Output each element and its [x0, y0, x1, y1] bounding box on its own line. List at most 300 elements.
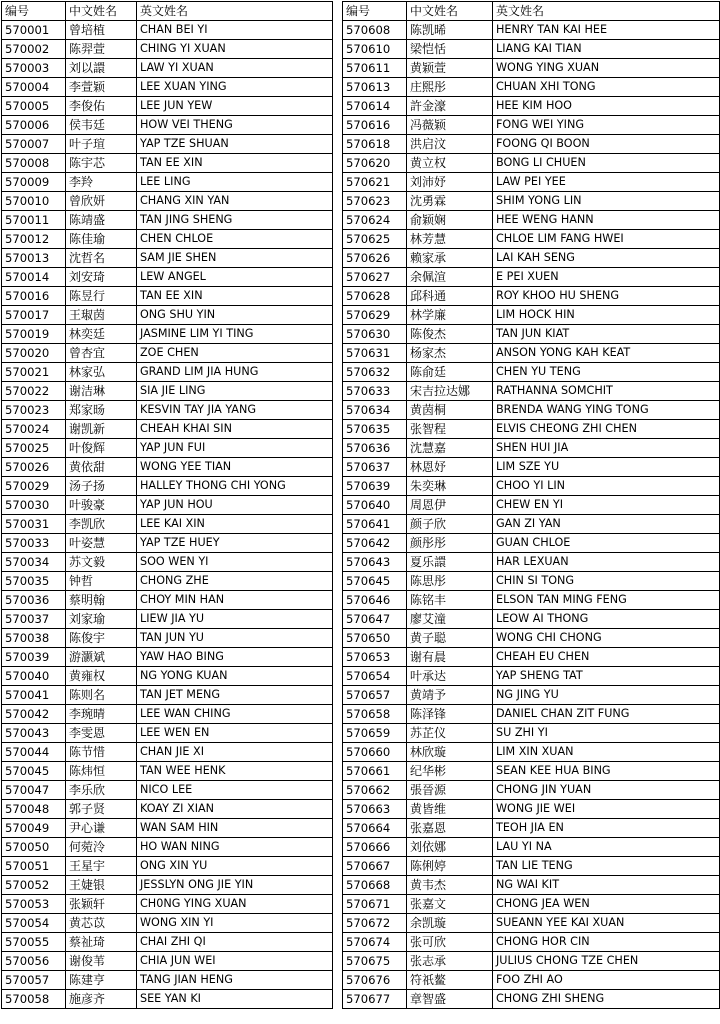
chinese-name: 汤子扬 — [66, 477, 137, 496]
table-row — [343, 895, 720, 914]
table-row — [343, 990, 720, 1009]
table-row — [343, 306, 720, 325]
student-id: 570052 — [2, 876, 66, 895]
english-name: ELVIS CHEONG ZHI CHEN — [493, 420, 720, 439]
english-name: CHEN CHLOE — [137, 230, 333, 249]
student-id: 570030 — [2, 496, 66, 515]
english-name: LEE LING — [137, 173, 333, 192]
student-id: 570026 — [2, 458, 66, 477]
chinese-name: 黄立权 — [407, 154, 493, 173]
student-id: 570624 — [343, 211, 407, 230]
table-row — [343, 952, 720, 971]
chinese-name: 郭子贤 — [66, 800, 137, 819]
student-id: 570639 — [343, 477, 407, 496]
student-id: 570010 — [2, 192, 66, 211]
chinese-name: 夏乐譞 — [407, 553, 493, 572]
chinese-name: 沈哲名 — [66, 249, 137, 268]
student-id: 570045 — [2, 762, 66, 781]
chinese-name: 曾杏宜 — [66, 344, 137, 363]
english-name: CHANG XIN YAN — [137, 192, 333, 211]
english-name: TAN LIE TENG — [493, 857, 720, 876]
student-id: 570016 — [2, 287, 66, 306]
student-id: 570035 — [2, 572, 66, 591]
english-name: YAP JUN FUI — [137, 439, 333, 458]
student-id: 570640 — [343, 496, 407, 515]
chinese-name: 李凯欣 — [66, 515, 137, 534]
table-row — [2, 971, 333, 990]
student-id: 570004 — [2, 78, 66, 97]
english-name: LEE WEN EN — [137, 724, 333, 743]
chinese-name: 梁恺恬 — [407, 40, 493, 59]
english-name: CHLOE LIM FANG HWEI — [493, 230, 720, 249]
english-name: CHEN YU TENG — [493, 363, 720, 382]
roster-table-right — [342, 1, 720, 1009]
english-name: NG WAI KIT — [493, 876, 720, 895]
header-chinese-name: 中文姓名 — [66, 2, 137, 21]
student-id: 570666 — [343, 838, 407, 857]
english-name: LIM SZE YU — [493, 458, 720, 477]
chinese-name: 李羚 — [66, 173, 137, 192]
student-id: 570674 — [343, 933, 407, 952]
student-id: 570002 — [2, 40, 66, 59]
table-row — [2, 762, 333, 781]
english-name: JULIUS CHONG TZE CHEN — [493, 952, 720, 971]
chinese-name: 张嘉文 — [407, 895, 493, 914]
student-id: 570608 — [343, 21, 407, 40]
table-row — [2, 401, 333, 420]
student-id: 570003 — [2, 59, 66, 78]
student-id: 570051 — [2, 857, 66, 876]
english-name: TANG JIAN HENG — [137, 971, 333, 990]
chinese-name: 陈俐婷 — [407, 857, 493, 876]
english-name: CHING YI XUAN — [137, 40, 333, 59]
english-name: ANSON YONG KAH KEAT — [493, 344, 720, 363]
table-row — [343, 135, 720, 154]
table-row — [343, 21, 720, 40]
chinese-name: 蔡祉琦 — [66, 933, 137, 952]
chinese-name: 钟哲 — [66, 572, 137, 591]
chinese-name: 陈铭丰 — [407, 591, 493, 610]
student-id: 570625 — [343, 230, 407, 249]
table-row — [343, 515, 720, 534]
table-row — [343, 648, 720, 667]
student-id: 570641 — [343, 515, 407, 534]
english-name: CHAN JIE XI — [137, 743, 333, 762]
english-name: JESSLYN ONG JIE YIN — [137, 876, 333, 895]
chinese-name: 余佩渲 — [407, 268, 493, 287]
table-row — [343, 800, 720, 819]
student-id: 570021 — [2, 363, 66, 382]
student-id: 570663 — [343, 800, 407, 819]
english-name: HENRY TAN KAI HEE — [493, 21, 720, 40]
table-row — [2, 686, 333, 705]
chinese-name: 尹心谦 — [66, 819, 137, 838]
student-id: 570646 — [343, 591, 407, 610]
english-name: CHONG ZHI SHENG — [493, 990, 720, 1009]
table-row — [2, 819, 333, 838]
chinese-name: 苏芷仪 — [407, 724, 493, 743]
table-row — [2, 344, 333, 363]
chinese-name: 游灏斌 — [66, 648, 137, 667]
student-id: 570037 — [2, 610, 66, 629]
chinese-name: 纪华彬 — [407, 762, 493, 781]
english-name: BONG LI CHUEN — [493, 154, 720, 173]
english-name: LIM XIN XUAN — [493, 743, 720, 762]
chinese-name: 陈俊宇 — [66, 629, 137, 648]
chinese-name: 谢俊苇 — [66, 952, 137, 971]
student-id: 570020 — [2, 344, 66, 363]
table-row — [2, 895, 333, 914]
chinese-name: 侯韦廷 — [66, 116, 137, 135]
english-name: SU ZHI YI — [493, 724, 720, 743]
student-id: 570011 — [2, 211, 66, 230]
english-name: FOONG QI BOON — [493, 135, 720, 154]
chinese-name: 許金濠 — [407, 97, 493, 116]
header-chinese-name: 中文姓名 — [407, 2, 493, 21]
table-row — [2, 591, 333, 610]
english-name: NG JING YU — [493, 686, 720, 705]
english-name: SEE YAN KI — [137, 990, 333, 1009]
chinese-name: 何菀泠 — [66, 838, 137, 857]
header-english-name: 英文姓名 — [493, 2, 720, 21]
english-name: FOO ZHI AO — [493, 971, 720, 990]
english-name: LIEW JIA YU — [137, 610, 333, 629]
table-row — [2, 876, 333, 895]
chinese-name: 朱奕琳 — [407, 477, 493, 496]
table-row — [343, 458, 720, 477]
chinese-name: 刘家瑜 — [66, 610, 137, 629]
table-row — [343, 914, 720, 933]
chinese-name: 林芳慧 — [407, 230, 493, 249]
chinese-name: 苏文毅 — [66, 553, 137, 572]
table-row — [2, 97, 333, 116]
chinese-name: 符祇鳌 — [407, 971, 493, 990]
table-row — [343, 116, 720, 135]
chinese-name: 郑家旸 — [66, 401, 137, 420]
chinese-name: 洪启汶 — [407, 135, 493, 154]
table-row — [2, 781, 333, 800]
english-name: ONG XIN YU — [137, 857, 333, 876]
student-id: 570610 — [343, 40, 407, 59]
chinese-name: 陈炜恒 — [66, 762, 137, 781]
table-row — [343, 287, 720, 306]
chinese-name: 陈思彤 — [407, 572, 493, 591]
chinese-name: 李雯恩 — [66, 724, 137, 743]
english-name: CHEW EN YI — [493, 496, 720, 515]
student-id: 570038 — [2, 629, 66, 648]
chinese-name: 余凯璇 — [407, 914, 493, 933]
english-name: NG YONG KUAN — [137, 667, 333, 686]
chinese-name: 叶俊辉 — [66, 439, 137, 458]
student-id: 570041 — [2, 686, 66, 705]
chinese-name: 李萱颖 — [66, 78, 137, 97]
table-row — [343, 724, 720, 743]
english-name: WONG YEE TIAN — [137, 458, 333, 477]
english-name: KOAY ZI XIAN — [137, 800, 333, 819]
chinese-name: 張晉源 — [407, 781, 493, 800]
english-name: CHIN SI TONG — [493, 572, 720, 591]
student-id: 570012 — [2, 230, 66, 249]
chinese-name: 张智程 — [407, 420, 493, 439]
chinese-name: 叶骏豪 — [66, 496, 137, 515]
chinese-name: 王婕银 — [66, 876, 137, 895]
table-row — [2, 154, 333, 173]
student-id: 570671 — [343, 895, 407, 914]
chinese-name: 陈俊杰 — [407, 325, 493, 344]
student-id: 570623 — [343, 192, 407, 211]
table-row — [343, 439, 720, 458]
english-name: YAP TZE SHUAN — [137, 135, 333, 154]
table-row — [2, 325, 333, 344]
table-row — [343, 553, 720, 572]
student-id: 570022 — [2, 382, 66, 401]
english-name: WONG JIE WEI — [493, 800, 720, 819]
student-id: 570008 — [2, 154, 66, 173]
student-id: 570643 — [343, 553, 407, 572]
english-name: SUEANN YEE KAI XUAN — [493, 914, 720, 933]
student-id: 570054 — [2, 914, 66, 933]
table-row — [343, 857, 720, 876]
table-row — [343, 781, 720, 800]
english-name: FONG WEI YING — [493, 116, 720, 135]
chinese-name: 黄芯苡 — [66, 914, 137, 933]
table-row — [2, 40, 333, 59]
english-name: HAR LEXUAN — [493, 553, 720, 572]
english-name: TAN EE XIN — [137, 154, 333, 173]
student-id: 570664 — [343, 819, 407, 838]
student-id: 570636 — [343, 439, 407, 458]
table-row — [2, 914, 333, 933]
chinese-name: 张可欣 — [407, 933, 493, 952]
chinese-name: 黄雍权 — [66, 667, 137, 686]
student-id: 570660 — [343, 743, 407, 762]
english-name: CHONG JEA WEN — [493, 895, 720, 914]
student-id: 570634 — [343, 401, 407, 420]
chinese-name: 黄茵桐 — [407, 401, 493, 420]
student-id: 570009 — [2, 173, 66, 192]
student-id: 570023 — [2, 401, 66, 420]
table-row — [2, 990, 333, 1009]
student-id: 570676 — [343, 971, 407, 990]
student-id: 570039 — [2, 648, 66, 667]
table-row — [343, 420, 720, 439]
chinese-name: 颜彤彤 — [407, 534, 493, 553]
student-id: 570024 — [2, 420, 66, 439]
header-id: 编号 — [343, 2, 407, 21]
english-name: ONG SHU YIN — [137, 306, 333, 325]
chinese-name: 陈俞廷 — [407, 363, 493, 382]
english-name: HEE KIM HOO — [493, 97, 720, 116]
english-name: LIM HOCK HIN — [493, 306, 720, 325]
chinese-name: 周恩伊 — [407, 496, 493, 515]
student-id: 570057 — [2, 971, 66, 990]
chinese-name: 谢有晨 — [407, 648, 493, 667]
header-id: 编号 — [2, 2, 66, 21]
table-row — [343, 629, 720, 648]
english-name: YAP JUN HOU — [137, 496, 333, 515]
student-id: 570658 — [343, 705, 407, 724]
table-row — [343, 230, 720, 249]
table-row — [343, 819, 720, 838]
table-row — [2, 857, 333, 876]
english-name: E PEI XUEN — [493, 268, 720, 287]
table-row — [343, 401, 720, 420]
chinese-name: 张志承 — [407, 952, 493, 971]
student-id: 570019 — [2, 325, 66, 344]
student-id: 570034 — [2, 553, 66, 572]
table-row — [2, 420, 333, 439]
student-id: 570621 — [343, 173, 407, 192]
english-name: LEE WAN CHING — [137, 705, 333, 724]
student-id: 570659 — [343, 724, 407, 743]
student-id: 570629 — [343, 306, 407, 325]
chinese-name: 叶子瑄 — [66, 135, 137, 154]
chinese-name: 赖家承 — [407, 249, 493, 268]
student-id: 570630 — [343, 325, 407, 344]
student-id: 570050 — [2, 838, 66, 857]
student-id: 570043 — [2, 724, 66, 743]
english-name: CHOO YI LIN — [493, 477, 720, 496]
english-name: SOO WEN YI — [137, 553, 333, 572]
english-name: CHOY MIN HAN — [137, 591, 333, 610]
chinese-name: 张嘉恩 — [407, 819, 493, 838]
chinese-name: 施彦齐 — [66, 990, 137, 1009]
student-id: 570675 — [343, 952, 407, 971]
table-row — [2, 496, 333, 515]
student-roster-page — [1, 1, 719, 1023]
table-row — [2, 534, 333, 553]
english-name: LAI KAH SENG — [493, 249, 720, 268]
student-id: 570613 — [343, 78, 407, 97]
student-id: 570005 — [2, 97, 66, 116]
chinese-name: 黄依甜 — [66, 458, 137, 477]
student-id: 570044 — [2, 743, 66, 762]
table-row — [2, 572, 333, 591]
english-name: LAW PEI YEE — [493, 173, 720, 192]
english-name: TAN JET MENG — [137, 686, 333, 705]
chinese-name: 黄靖予 — [407, 686, 493, 705]
student-id: 570058 — [2, 990, 66, 1009]
table-row — [343, 477, 720, 496]
chinese-name: 谢凯新 — [66, 420, 137, 439]
english-name: SHIM YONG LIN — [493, 192, 720, 211]
english-name: LEE XUAN YING — [137, 78, 333, 97]
table-row — [343, 667, 720, 686]
student-id: 570056 — [2, 952, 66, 971]
english-name: GRAND LIM JIA HUNG — [137, 363, 333, 382]
student-id: 570642 — [343, 534, 407, 553]
table-row — [343, 40, 720, 59]
english-name: LEOW AI THONG — [493, 610, 720, 629]
english-name: LEE KAI XIN — [137, 515, 333, 534]
student-id: 570672 — [343, 914, 407, 933]
table-row — [2, 116, 333, 135]
english-name: BRENDA WANG YING TONG — [493, 401, 720, 420]
student-id: 570645 — [343, 572, 407, 591]
roster-right-body — [343, 2, 720, 1009]
english-name: CHEAH KHAI SIN — [137, 420, 333, 439]
chinese-name: 李乐欣 — [66, 781, 137, 800]
english-name: SIA JIE LING — [137, 382, 333, 401]
table-row — [343, 705, 720, 724]
chinese-name: 林奕廷 — [66, 325, 137, 344]
table-row — [2, 610, 333, 629]
chinese-name: 沈慧嘉 — [407, 439, 493, 458]
english-name: CHAI ZHI QI — [137, 933, 333, 952]
table-row — [343, 572, 720, 591]
english-name: SEAN KEE HUA BING — [493, 762, 720, 781]
table-row — [2, 800, 333, 819]
chinese-name: 俞颖娴 — [407, 211, 493, 230]
table-row — [2, 135, 333, 154]
english-name: CHEAH EU CHEN — [493, 648, 720, 667]
english-name: YAP SHENG TAT — [493, 667, 720, 686]
chinese-name: 陈建亨 — [66, 971, 137, 990]
student-id: 570036 — [2, 591, 66, 610]
table-row — [2, 211, 333, 230]
table-row — [2, 59, 333, 78]
chinese-name: 陈佳瑜 — [66, 230, 137, 249]
student-id: 570055 — [2, 933, 66, 952]
student-id: 570001 — [2, 21, 66, 40]
english-name: ZOE CHEN — [137, 344, 333, 363]
student-id: 570049 — [2, 819, 66, 838]
table-row — [2, 629, 333, 648]
chinese-name: 林欣璇 — [407, 743, 493, 762]
english-name: TAN JUN KIAT — [493, 325, 720, 344]
student-id: 570042 — [2, 705, 66, 724]
chinese-name: 林恩妤 — [407, 458, 493, 477]
english-name: ROY KHOO HU SHENG — [493, 287, 720, 306]
english-name: CHONG ZHE — [137, 572, 333, 591]
english-name: GUAN CHLOE — [493, 534, 720, 553]
table-row — [343, 762, 720, 781]
student-id: 570029 — [2, 477, 66, 496]
chinese-name: 颜子欣 — [407, 515, 493, 534]
english-name: CH0NG YING XUAN — [137, 895, 333, 914]
student-id: 570616 — [343, 116, 407, 135]
table-row — [343, 743, 720, 762]
english-name: LIANG KAI TIAN — [493, 40, 720, 59]
student-id: 570667 — [343, 857, 407, 876]
table-row — [2, 230, 333, 249]
chinese-name: 邱科通 — [407, 287, 493, 306]
english-name: YAP TZE HUEY — [137, 534, 333, 553]
table-row — [343, 610, 720, 629]
english-name: RATHANNA SOMCHIT — [493, 382, 720, 401]
table-row — [2, 173, 333, 192]
english-name: DANIEL CHAN ZIT FUNG — [493, 705, 720, 724]
english-name: YAW HAO BING — [137, 648, 333, 667]
chinese-name: 陈羿萱 — [66, 40, 137, 59]
table-row — [2, 933, 333, 952]
chinese-name: 陈宇芯 — [66, 154, 137, 173]
table-row — [2, 363, 333, 382]
english-name: WONG CHI CHONG — [493, 629, 720, 648]
table-row — [2, 477, 333, 496]
student-id: 570013 — [2, 249, 66, 268]
table-row — [343, 78, 720, 97]
table-row — [2, 78, 333, 97]
student-id: 570053 — [2, 895, 66, 914]
chinese-name: 王琡茵 — [66, 306, 137, 325]
english-name: LAU YI NA — [493, 838, 720, 857]
table-row — [2, 249, 333, 268]
roster-table-left — [1, 1, 333, 1009]
english-name: HO WAN NING — [137, 838, 333, 857]
chinese-name: 刘安琦 — [66, 268, 137, 287]
table-row — [2, 515, 333, 534]
